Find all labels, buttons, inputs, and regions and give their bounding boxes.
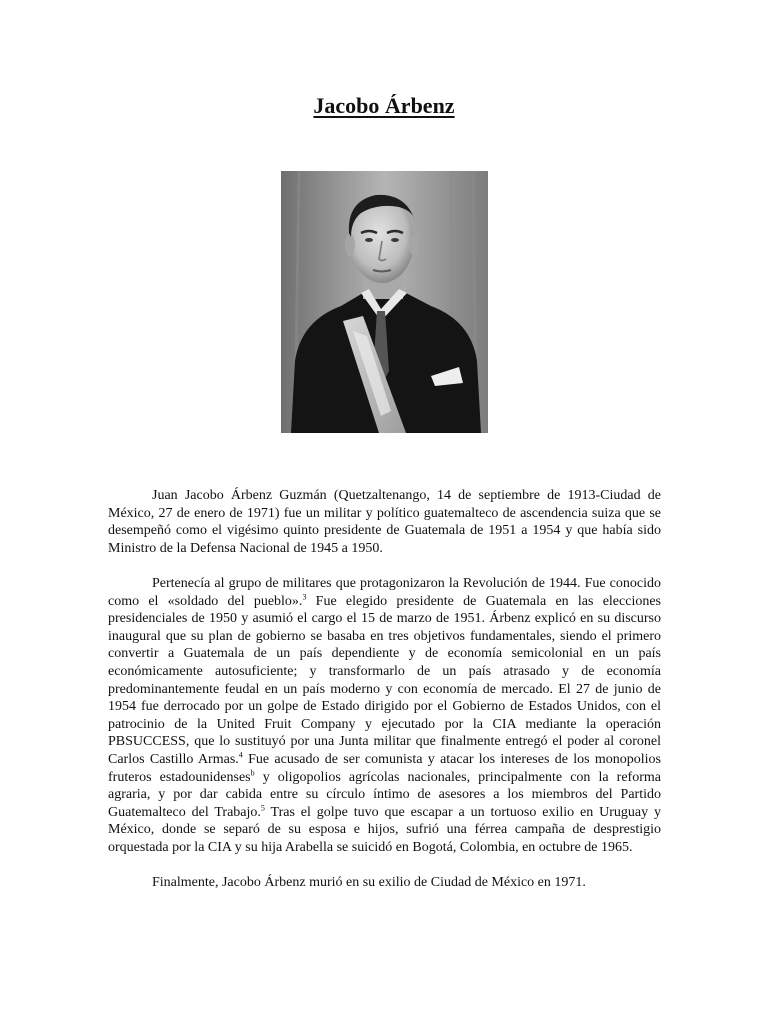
- paragraph-career-segment: Fue elegido presidente de Guatemala en las elecciones presidenciales de 1950 y asumió el cargo el 15 de marzo de 1951. Árbenz explicó en su discurso inaugural que su plan de gobierno se basaba en tres objetivos fundamentales, siendo el primero convertir a Guatemala de un país dependiente y de economía semicolonial en un país económicamente autosuficiente; y transformarlo de un país atrasado y de economía predominantemente feudal en un país moderno y con economía de mercado. El 27 de junio de 1954 fue derrocado por un golpe de Estado dirigido por el Gobierno de Estados Unidos, con el patrocinio de la United Fruit Company y ejecutado por la CIA mediante la operación PBSUCCESS, que lo sustituyó por una Junta militar que finalmente entregó el poder al coronel Carlos Castillo Armas.: [108, 593, 662, 767]
- footnote-ref[interactable]: 4: [238, 750, 243, 760]
- paragraph-career-segment: Fue acusado de ser comunista y atacar los intereses de los monopolios fruteros estadounidenses: [108, 751, 661, 785]
- paragraph-death: Finalmente, Jacobo Árbenz murió en su exilio de Ciudad de México en 1971.: [152, 875, 586, 891]
- footnote-ref[interactable]: 5: [260, 803, 265, 813]
- paragraph-career-segment: Tras el golpe tuvo que escapar a un tortuoso exilio en Uruguay y México, donde se separó de su esposa e hijos, sufrió una férrea campaña de desprestigio orquestada por la CIA y su hija Arabella se suicidó en Bogotá, Colombia, en octubre de 1965.: [108, 804, 661, 855]
- paragraph-intro: Juan Jacobo Árbenz Guzmán (Quetzaltenango, 14 de septiembre de 1913-Ciudad de México, 27 de enero de 1971) fue un militar y político guatemalteco de ascendencia suiza que se desempeñó como el vigésimo quinto presidente de Guatemala de 1951 a 1954 y que había sido Ministro de la Defensa Nacional de 1945 a 1950.: [108, 488, 661, 556]
- paragraph-career-segment: Pertenecía al grupo de militares que protagonizaron la Revolución de 1944. Fue conocido como el «soldado del pueblo».: [108, 575, 661, 609]
- page-title: Jacobo Árbenz: [313, 93, 455, 118]
- paragraph-career-segment: y oligopolios agrícolas nacionales, principalmente con la reforma agraria, y por dar cabida entre su círculo íntimo de asesores a los miembros del Partido Guatemalteco del Trabajo.: [108, 769, 661, 820]
- footnote-ref[interactable]: 3: [302, 591, 307, 601]
- biography-text: [108, 487, 661, 909]
- portrait-photo: [281, 171, 488, 433]
- paragraph-career: [108, 575, 661, 857]
- portrait-image: [281, 171, 488, 433]
- footnote-ref[interactable]: b: [250, 767, 255, 777]
